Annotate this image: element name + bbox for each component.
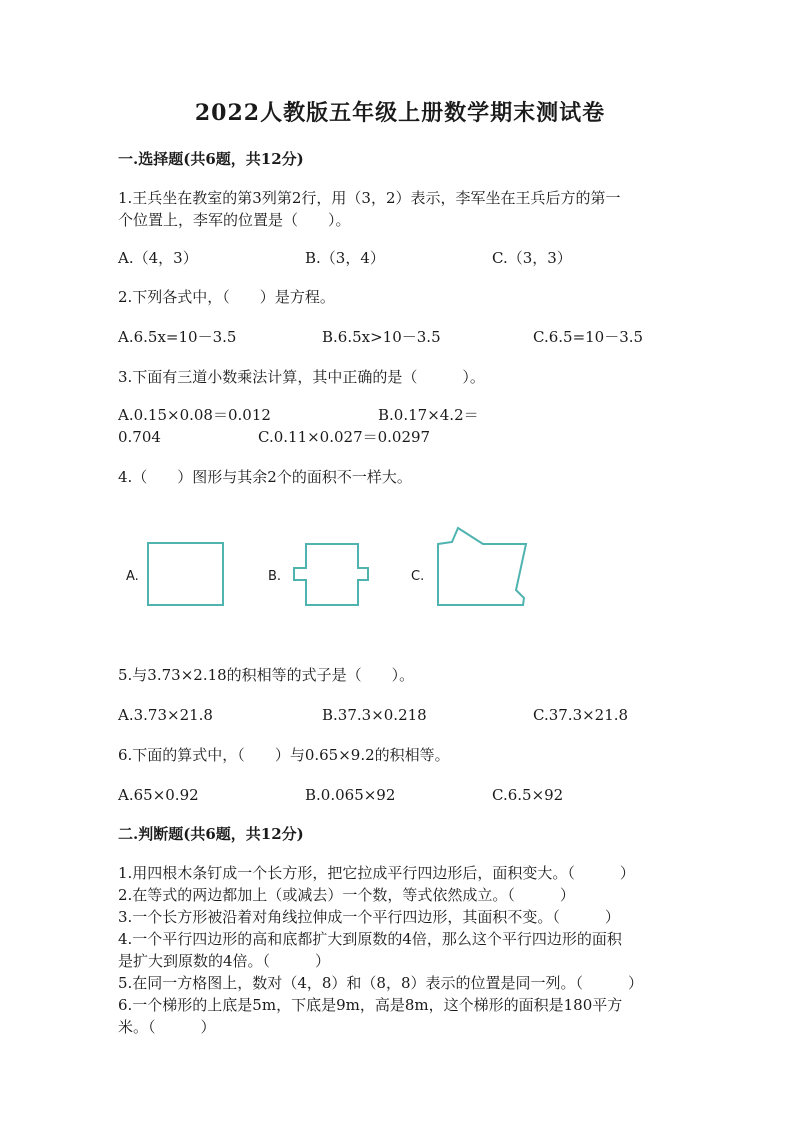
q1-option-c: C.（3，3） xyxy=(492,249,572,267)
q2-option-b: B.6.5x>10－3.5 xyxy=(322,328,441,346)
judge-line-4-cont: 是扩大到原数的4倍。（ ） xyxy=(118,952,331,970)
shape-label-b: B. xyxy=(268,569,282,584)
q2-option-a: A.6.5x=10－3.5 xyxy=(118,328,237,346)
judge-line-4: 4.一个平行四边形的高和底都扩大到原数的4倍，那么这个平行四边形的面积 xyxy=(118,930,622,948)
judge-line-6: 6.一个梯形的上底是5m，下底是9m，高是8m，这个梯形的面积是180平方 xyxy=(118,996,623,1014)
section-heading-choice: 一.选择题(共6题，共12分) xyxy=(118,150,304,168)
q5-option-a: A.3.73×21.8 xyxy=(118,706,213,724)
shape-label-a: A. xyxy=(126,569,139,584)
q6-option-a: A.65×0.92 xyxy=(118,786,199,804)
q3-option-b: B.0.17×4.2＝ xyxy=(378,406,479,424)
q5-stem: 5.与3.73×2.18的积相等的式子是（ ）。 xyxy=(118,666,415,684)
judge-line-5: 5.在同一方格图上，数对（4，8）和（8，8）表示的位置是同一列。（ ） xyxy=(118,974,643,992)
page-title: 2022人教版五年级上册数学期末测试卷 xyxy=(194,100,606,126)
q3-option-a: A.0.15×0.08＝0.012 xyxy=(118,406,271,424)
q4-figure xyxy=(118,518,538,618)
q1-line1: 1.王兵坐在教室的第3列第2行，用（3，2）表示，李军坐在王兵后方的第一 xyxy=(118,189,621,207)
shape-c-irregular xyxy=(438,528,526,605)
q1-option-b: B.（3，4） xyxy=(305,249,385,267)
judge-line-1: 1.用四根木条钉成一个长方形，把它拉成平行四边形后，面积变大。（ ） xyxy=(118,864,635,882)
q6-stem: 6.下面的算式中，（ ）与0.65×9.2的积相等。 xyxy=(118,746,450,764)
q3-stem: 3.下面有三道小数乘法计算，其中正确的是（ ）。 xyxy=(118,368,485,386)
q4-shapes xyxy=(118,518,538,618)
q3-option-b-cont: 0.704 xyxy=(118,428,161,446)
judge-line-6-cont: 米。（ ） xyxy=(118,1018,216,1036)
q5-option-b: B.37.3×0.218 xyxy=(322,706,427,724)
judge-line-3: 3.一个长方形被沿着对角线拉伸成一个平行四边形，其面积不变。（ ） xyxy=(118,908,620,926)
q1-line2: 个位置上，李军的位置是（ ）。 xyxy=(118,211,351,229)
shape-label-c: C. xyxy=(411,569,425,584)
judge-line-2: 2.在等式的两边都加上（或减去）一个数，等式依然成立。（ ） xyxy=(118,886,575,904)
q5-option-c: C.37.3×21.8 xyxy=(533,706,629,724)
q6-option-c: C.6.5×92 xyxy=(492,786,564,804)
q6-option-b: B.0.065×92 xyxy=(305,786,396,804)
q4-stem: 4.（ ）图形与其余2个的面积不一样大。 xyxy=(118,468,412,486)
q2-stem: 2.下列各式中，（ ）是方程。 xyxy=(118,288,335,306)
shape-b-cross xyxy=(294,544,368,605)
q1-option-a: A.（4，3） xyxy=(118,249,198,267)
shape-a-rectangle xyxy=(148,543,223,605)
q3-option-c: C.0.11×0.027＝0.0297 xyxy=(258,428,431,446)
section-heading-judgement: 二.判断题(共6题，共12分) xyxy=(118,825,304,843)
q2-option-c: C.6.5=10－3.5 xyxy=(533,328,644,346)
